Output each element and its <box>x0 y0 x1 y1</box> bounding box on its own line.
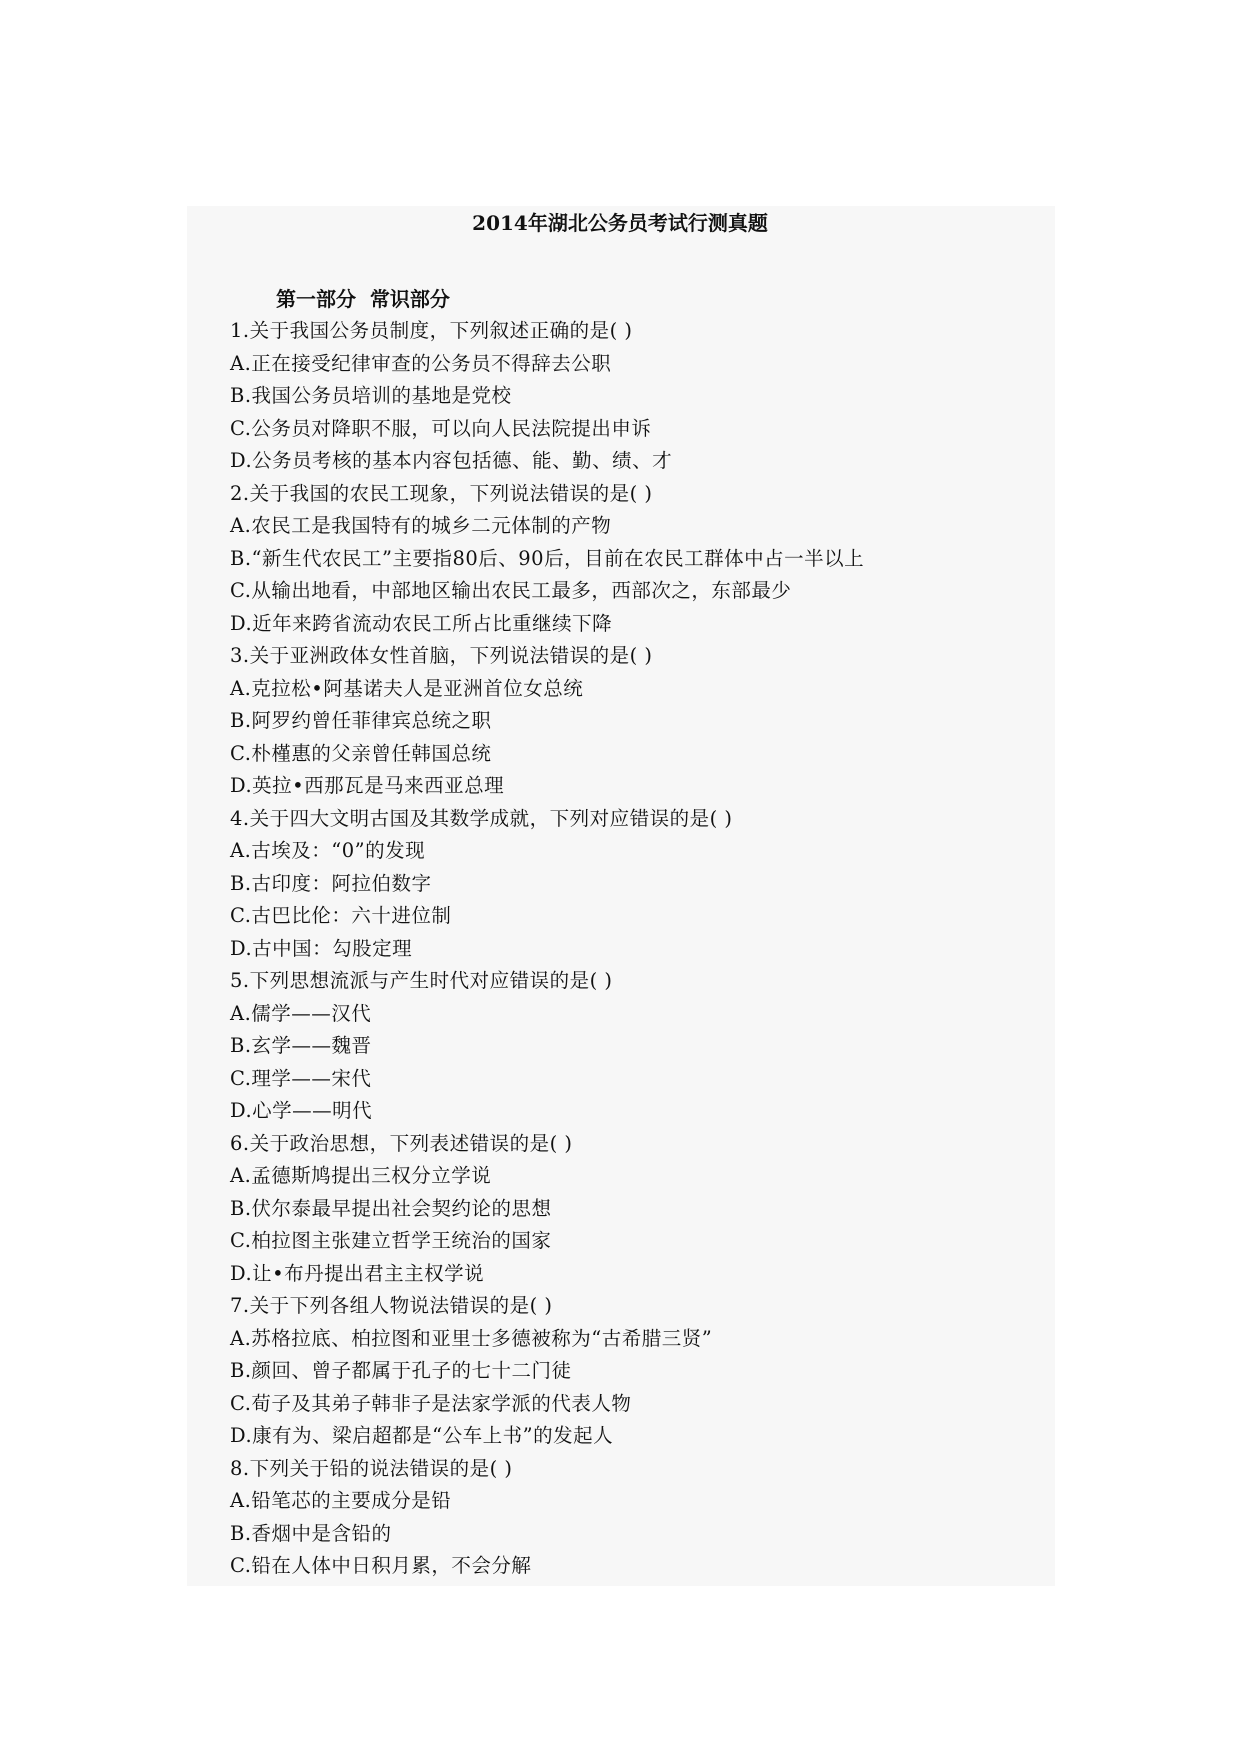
answer-option: A.苏格拉底、柏拉图和亚里士多德被称为“古希腊三贤” <box>230 1326 713 1350</box>
answer-option: C.柏拉图主张建立哲学王统治的国家 <box>230 1229 552 1252</box>
answer-option: A.儒学——汉代 <box>230 1001 372 1025</box>
answer-option: D.近年来跨省流动农民工所占比重继续下降 <box>230 611 613 635</box>
answer-option: B.颜回、曾子都属于孔子的七十二门徒 <box>230 1359 572 1382</box>
question-stem: 5.下列思想流派与产生时代对应错误的是( ) <box>230 969 613 992</box>
answer-option: B.“新生代农民工”主要指80后、90后，目前在农民工群体中占一半以上 <box>230 546 865 570</box>
answer-option: C.荀子及其弟子韩非子是法家学派的代表人物 <box>230 1391 632 1415</box>
answer-option: B.我国公务员培训的基地是党校 <box>230 384 512 407</box>
answer-option: B.伏尔泰最早提出社会契约论的思想 <box>230 1196 552 1220</box>
answer-option: D.心学——明代 <box>230 1099 373 1122</box>
answer-option: A.农民工是我国特有的城乡二元体制的产物 <box>230 514 612 537</box>
question-stem: 1.关于我国公务员制度，下列叙述正确的是( ) <box>230 319 633 342</box>
answer-option: D.古中国：勾股定理 <box>230 936 413 960</box>
question-stem: 3.关于亚洲政体女性首脑，下列说法错误的是( ) <box>230 644 653 667</box>
answer-option: C.公务员对降职不服，可以向人民法院提出申诉 <box>230 416 652 440</box>
answer-option: A.铅笔芯的主要成分是铅 <box>230 1489 452 1512</box>
answer-option: C.朴槿惠的父亲曾任韩国总统 <box>230 741 492 765</box>
answer-option: D.公务员考核的基本内容包括德、能、勤、绩、才 <box>230 449 673 472</box>
answer-option: B.玄学——魏晋 <box>230 1034 372 1057</box>
question-stem: 8.下列关于铅的说法错误的是( ) <box>230 1456 513 1480</box>
answer-option: A.正在接受纪律审查的公务员不得辞去公职 <box>230 351 612 375</box>
answer-option: D.英拉•西那瓦是马来西亚总理 <box>230 774 505 797</box>
document-title: 2014年湖北公务员考试行测真题 <box>472 211 768 235</box>
question-stem: 4.关于四大文明古国及其数学成就，下列对应错误的是( ) <box>230 806 733 830</box>
question-list <box>230 315 1050 1583</box>
answer-option: A.孟德斯鸠提出三权分立学说 <box>230 1164 492 1187</box>
answer-option: D.让•布丹提出君主主权学说 <box>230 1261 485 1285</box>
answer-option: B.古印度：阿拉伯数字 <box>230 871 432 895</box>
answer-option: C.古巴比伦：六十进位制 <box>230 904 452 927</box>
question-stem: 7.关于下列各组人物说法错误的是( ) <box>230 1294 553 1317</box>
answer-option: D.康有为、梁启超都是“公车上书”的发起人 <box>230 1424 614 1447</box>
answer-option: A.克拉松•阿基诺夫人是亚洲首位女总统 <box>230 676 584 700</box>
question-stem: 6.关于政治思想，下列表述错误的是( ) <box>230 1131 573 1155</box>
answer-option: C.铅在人体中日积月累，不会分解 <box>230 1554 532 1577</box>
answer-option: B.阿罗约曾任菲律宾总统之职 <box>230 709 492 732</box>
answer-option: C.从输出地看，中部地区输出农民工最多，西部次之，东部最少 <box>230 579 792 602</box>
answer-option: A.古埃及：“0”的发现 <box>230 839 426 862</box>
section-title: 第一部分 常识部分 <box>276 287 450 311</box>
answer-option: C.理学——宋代 <box>230 1066 372 1090</box>
answer-option: B.香烟中是含铅的 <box>230 1521 392 1545</box>
question-stem: 2.关于我国的农民工现象，下列说法错误的是( ) <box>230 481 653 505</box>
